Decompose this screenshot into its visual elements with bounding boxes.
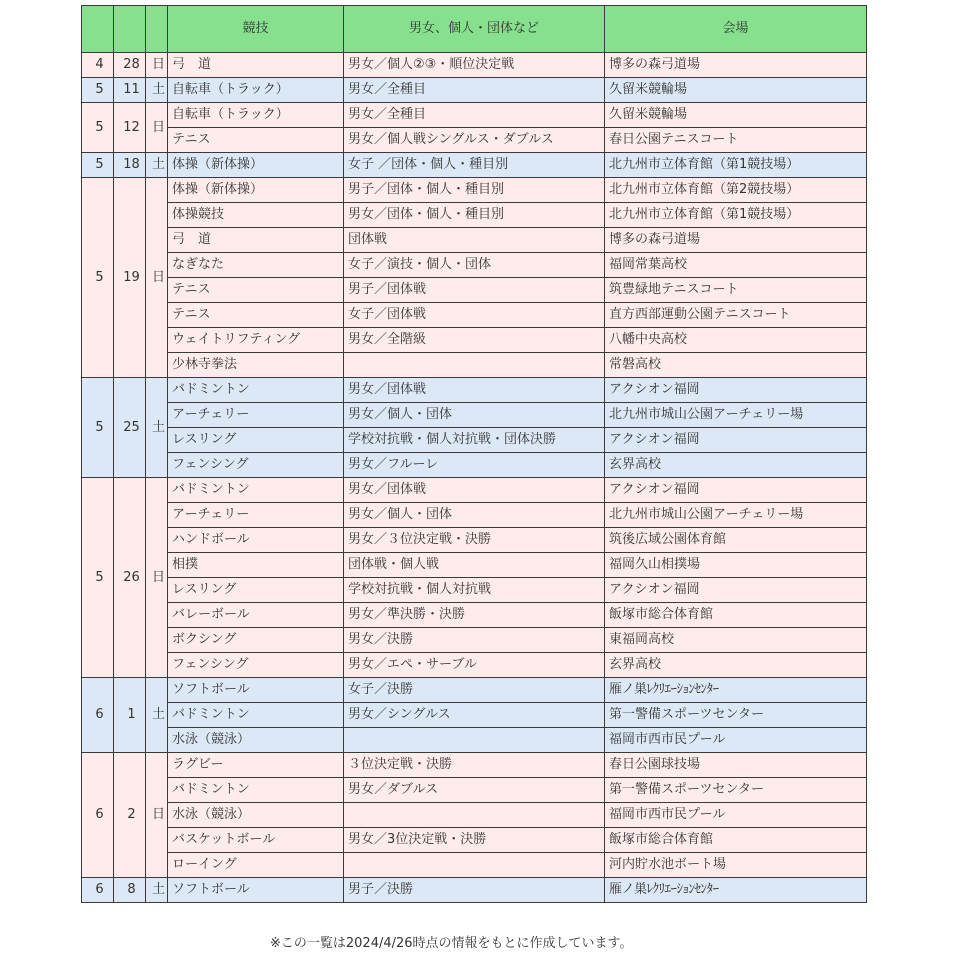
table-row — [82, 878, 867, 903]
venue-cell: 常磐高校 — [605, 353, 867, 378]
sport-cell: 水泳（競泳） — [168, 803, 344, 828]
sport-cell: ソフトボール — [168, 878, 344, 903]
table-row — [82, 103, 867, 128]
venue-cell: 福岡久山相撲場 — [605, 553, 867, 578]
date-month-cell: 6 — [82, 678, 114, 753]
venue-cell: 北九州市立体育館（第2競技場） — [605, 178, 867, 203]
sport-cell: 体操競技 — [168, 203, 344, 228]
venue-cell: 福岡常葉高校 — [605, 253, 867, 278]
sport-cell: レスリング — [168, 578, 344, 603]
category-cell: 男子／団体戦 — [344, 278, 605, 303]
sport-cell: 相撲 — [168, 553, 344, 578]
category-cell: 女子／団体戦 — [344, 303, 605, 328]
category-cell: 女子／演技・個人・団体 — [344, 253, 605, 278]
schedule-body — [82, 53, 867, 903]
date-month-cell: 6 — [82, 753, 114, 878]
sport-cell: テニス — [168, 303, 344, 328]
venue-cell: 第一警備スポーツセンター — [605, 778, 867, 803]
sport-cell: バスケットボール — [168, 828, 344, 853]
venue-cell: アクシオン福岡 — [605, 428, 867, 453]
sport-cell: アーチェリー — [168, 503, 344, 528]
venue-cell: 筑後広域公園体育館 — [605, 528, 867, 553]
sport-cell: テニス — [168, 278, 344, 303]
weekday-cell: 日 — [146, 753, 168, 878]
footnote: ※この一覧は2024/4/26時点の情報をもとに作成しています。 — [270, 936, 633, 951]
venue-cell: 北九州市立体育館（第1競技場） — [605, 153, 867, 178]
category-cell — [344, 728, 605, 753]
sport-cell: 少林寺拳法 — [168, 353, 344, 378]
weekday-cell: 土 — [146, 153, 168, 178]
weekday-cell: 日 — [146, 478, 168, 678]
table-row — [82, 703, 867, 728]
venue-cell: 北九州市城山公園アーチェリー場 — [605, 403, 867, 428]
header-row — [82, 6, 867, 53]
date-month-cell: 5 — [82, 78, 114, 103]
category-cell — [344, 803, 605, 828]
table-row — [82, 578, 867, 603]
category-cell: 男女／3位決定戦・決勝 — [344, 828, 605, 853]
venue-cell: 北九州市立体育館（第1競技場） — [605, 203, 867, 228]
weekday-cell: 土 — [146, 878, 168, 903]
venue-cell: 久留米競輪場 — [605, 103, 867, 128]
date-month-cell: 4 — [82, 53, 114, 78]
category-cell: 男女／個人・団体 — [344, 403, 605, 428]
sport-cell: レスリング — [168, 428, 344, 453]
weekday-cell: 土 — [146, 378, 168, 478]
sport-cell: フェンシング — [168, 453, 344, 478]
sport-cell: 自転車（トラック） — [168, 103, 344, 128]
sport-cell: 自転車（トラック） — [168, 78, 344, 103]
venue-cell: 久留米競輪場 — [605, 78, 867, 103]
category-cell: 男子／団体・個人・種目別 — [344, 178, 605, 203]
venue-cell: 第一警備スポーツセンター — [605, 703, 867, 728]
table-row — [82, 178, 867, 203]
schedule-table — [81, 5, 867, 903]
venue-cell: 玄界高校 — [605, 653, 867, 678]
table-row — [82, 678, 867, 703]
category-cell: 男女／個人②③・順位決定戦 — [344, 53, 605, 78]
venue-cell: 東福岡高校 — [605, 628, 867, 653]
category-cell: 男女／フルーレ — [344, 453, 605, 478]
date-month-cell: 5 — [82, 378, 114, 478]
category-cell: ３位決定戦・決勝 — [344, 753, 605, 778]
header-day — [114, 6, 146, 53]
table-row — [82, 803, 867, 828]
sport-cell: 体操（新体操） — [168, 178, 344, 203]
table-row — [82, 778, 867, 803]
venue-cell: 春日公園球技場 — [605, 753, 867, 778]
weekday-cell: 日 — [146, 103, 168, 153]
date-day-cell: 19 — [114, 178, 146, 378]
table-row — [82, 278, 867, 303]
category-cell: 男女／個人・団体 — [344, 503, 605, 528]
sport-cell: 弓 道 — [168, 53, 344, 78]
header-category: 男女、個人・団体など — [344, 6, 605, 53]
table-row — [82, 828, 867, 853]
category-cell: 男女／全種目 — [344, 78, 605, 103]
category-cell: 男女／シングルス — [344, 703, 605, 728]
weekday-cell: 土 — [146, 678, 168, 753]
venue-cell: 博多の森弓道場 — [605, 53, 867, 78]
table-row — [82, 853, 867, 878]
category-cell: 女子 ／団体・個人・種目別 — [344, 153, 605, 178]
date-day-cell: 2 — [114, 753, 146, 878]
category-cell: 男女／団体戦 — [344, 478, 605, 503]
table-row — [82, 203, 867, 228]
date-day-cell: 8 — [114, 878, 146, 903]
table-row — [82, 628, 867, 653]
category-cell: 男子／決勝 — [344, 878, 605, 903]
sport-cell: 弓 道 — [168, 228, 344, 253]
category-cell: 男女／決勝 — [344, 628, 605, 653]
date-month-cell: 5 — [82, 478, 114, 678]
table-row — [82, 728, 867, 753]
date-month-cell: 5 — [82, 178, 114, 378]
table-row — [82, 53, 867, 78]
venue-cell: アクシオン福岡 — [605, 478, 867, 503]
venue-cell: 雁ノ巣ﾚｸﾘｴｰｼｮﾝｾﾝﾀｰ — [605, 878, 867, 903]
sport-cell: ローイング — [168, 853, 344, 878]
venue-cell: 北九州市城山公園アーチェリー場 — [605, 503, 867, 528]
table-row — [82, 303, 867, 328]
table-row — [82, 428, 867, 453]
venue-cell: 玄界高校 — [605, 453, 867, 478]
sport-cell: アーチェリー — [168, 403, 344, 428]
table-row — [82, 528, 867, 553]
header-venue: 会場 — [605, 6, 867, 53]
header-weekday — [146, 6, 168, 53]
sport-cell: ウェイトリフティング — [168, 328, 344, 353]
header-sport: 競技 — [168, 6, 344, 53]
sport-cell: バドミントン — [168, 478, 344, 503]
weekday-cell: 日 — [146, 178, 168, 378]
category-cell: 学校対抗戦・個人対抗戦 — [344, 578, 605, 603]
table-row — [82, 228, 867, 253]
date-day-cell: 12 — [114, 103, 146, 153]
date-month-cell: 5 — [82, 103, 114, 153]
category-cell: 団体戦・個人戦 — [344, 553, 605, 578]
venue-cell: 河内貯水池ボート場 — [605, 853, 867, 878]
category-cell: 男女／エペ・サーブル — [344, 653, 605, 678]
venue-cell: 博多の森弓道場 — [605, 228, 867, 253]
venue-cell: 八幡中央高校 — [605, 328, 867, 353]
sport-cell: 体操（新体操） — [168, 153, 344, 178]
sport-cell: バレーボール — [168, 603, 344, 628]
table-row — [82, 603, 867, 628]
venue-cell: 春日公園テニスコート — [605, 128, 867, 153]
category-cell: 男女／全階級 — [344, 328, 605, 353]
date-day-cell: 18 — [114, 153, 146, 178]
venue-cell: 筑豊緑地テニスコート — [605, 278, 867, 303]
table-row — [82, 78, 867, 103]
table-row — [82, 653, 867, 678]
venue-cell: アクシオン福岡 — [605, 578, 867, 603]
sport-cell: 水泳（競泳） — [168, 728, 344, 753]
sport-cell: フェンシング — [168, 653, 344, 678]
sport-cell: バドミントン — [168, 703, 344, 728]
sport-cell: バドミントン — [168, 378, 344, 403]
table-row — [82, 128, 867, 153]
category-cell: 男女／全種目 — [344, 103, 605, 128]
category-cell — [344, 853, 605, 878]
sport-cell: ラグビー — [168, 753, 344, 778]
category-cell: 男女／ダブルス — [344, 778, 605, 803]
table-row — [82, 503, 867, 528]
sport-cell: テニス — [168, 128, 344, 153]
date-day-cell: 26 — [114, 478, 146, 678]
category-cell: 男女／団体・個人・種目別 — [344, 203, 605, 228]
table-row — [82, 328, 867, 353]
date-day-cell: 1 — [114, 678, 146, 753]
category-cell: 男女／団体戦 — [344, 378, 605, 403]
date-month-cell: 5 — [82, 153, 114, 178]
table-row — [82, 153, 867, 178]
table-row — [82, 553, 867, 578]
venue-cell: 福岡市西市民プール — [605, 728, 867, 753]
sport-cell: ハンドボール — [168, 528, 344, 553]
table-row — [82, 253, 867, 278]
category-cell: 男女／３位決定戦・決勝 — [344, 528, 605, 553]
category-cell: 男女／個人戦シングルス・ダブルス — [344, 128, 605, 153]
category-cell — [344, 353, 605, 378]
venue-cell: 雁ノ巣ﾚｸﾘｴｰｼｮﾝｾﾝﾀｰ — [605, 678, 867, 703]
weekday-cell: 土 — [146, 78, 168, 103]
category-cell: 学校対抗戦・個人対抗戦・団体決勝 — [344, 428, 605, 453]
header-month — [82, 6, 114, 53]
venue-cell: アクシオン福岡 — [605, 378, 867, 403]
weekday-cell: 日 — [146, 53, 168, 78]
category-cell: 女子／決勝 — [344, 678, 605, 703]
table-row — [82, 378, 867, 403]
venue-cell: 飯塚市総合体育館 — [605, 828, 867, 853]
category-cell: 男女／準決勝・決勝 — [344, 603, 605, 628]
sport-cell: ボクシング — [168, 628, 344, 653]
table-row — [82, 753, 867, 778]
venue-cell: 直方西部運動公園テニスコート — [605, 303, 867, 328]
table-row — [82, 403, 867, 428]
table-row — [82, 478, 867, 503]
table-row — [82, 353, 867, 378]
sport-cell: バドミントン — [168, 778, 344, 803]
date-day-cell: 28 — [114, 53, 146, 78]
sport-cell: なぎなた — [168, 253, 344, 278]
category-cell: 団体戦 — [344, 228, 605, 253]
venue-cell: 飯塚市総合体育館 — [605, 603, 867, 628]
date-day-cell: 11 — [114, 78, 146, 103]
date-day-cell: 25 — [114, 378, 146, 478]
venue-cell: 福岡市西市民プール — [605, 803, 867, 828]
date-month-cell: 6 — [82, 878, 114, 903]
sport-cell: ソフトボール — [168, 678, 344, 703]
table-row — [82, 453, 867, 478]
